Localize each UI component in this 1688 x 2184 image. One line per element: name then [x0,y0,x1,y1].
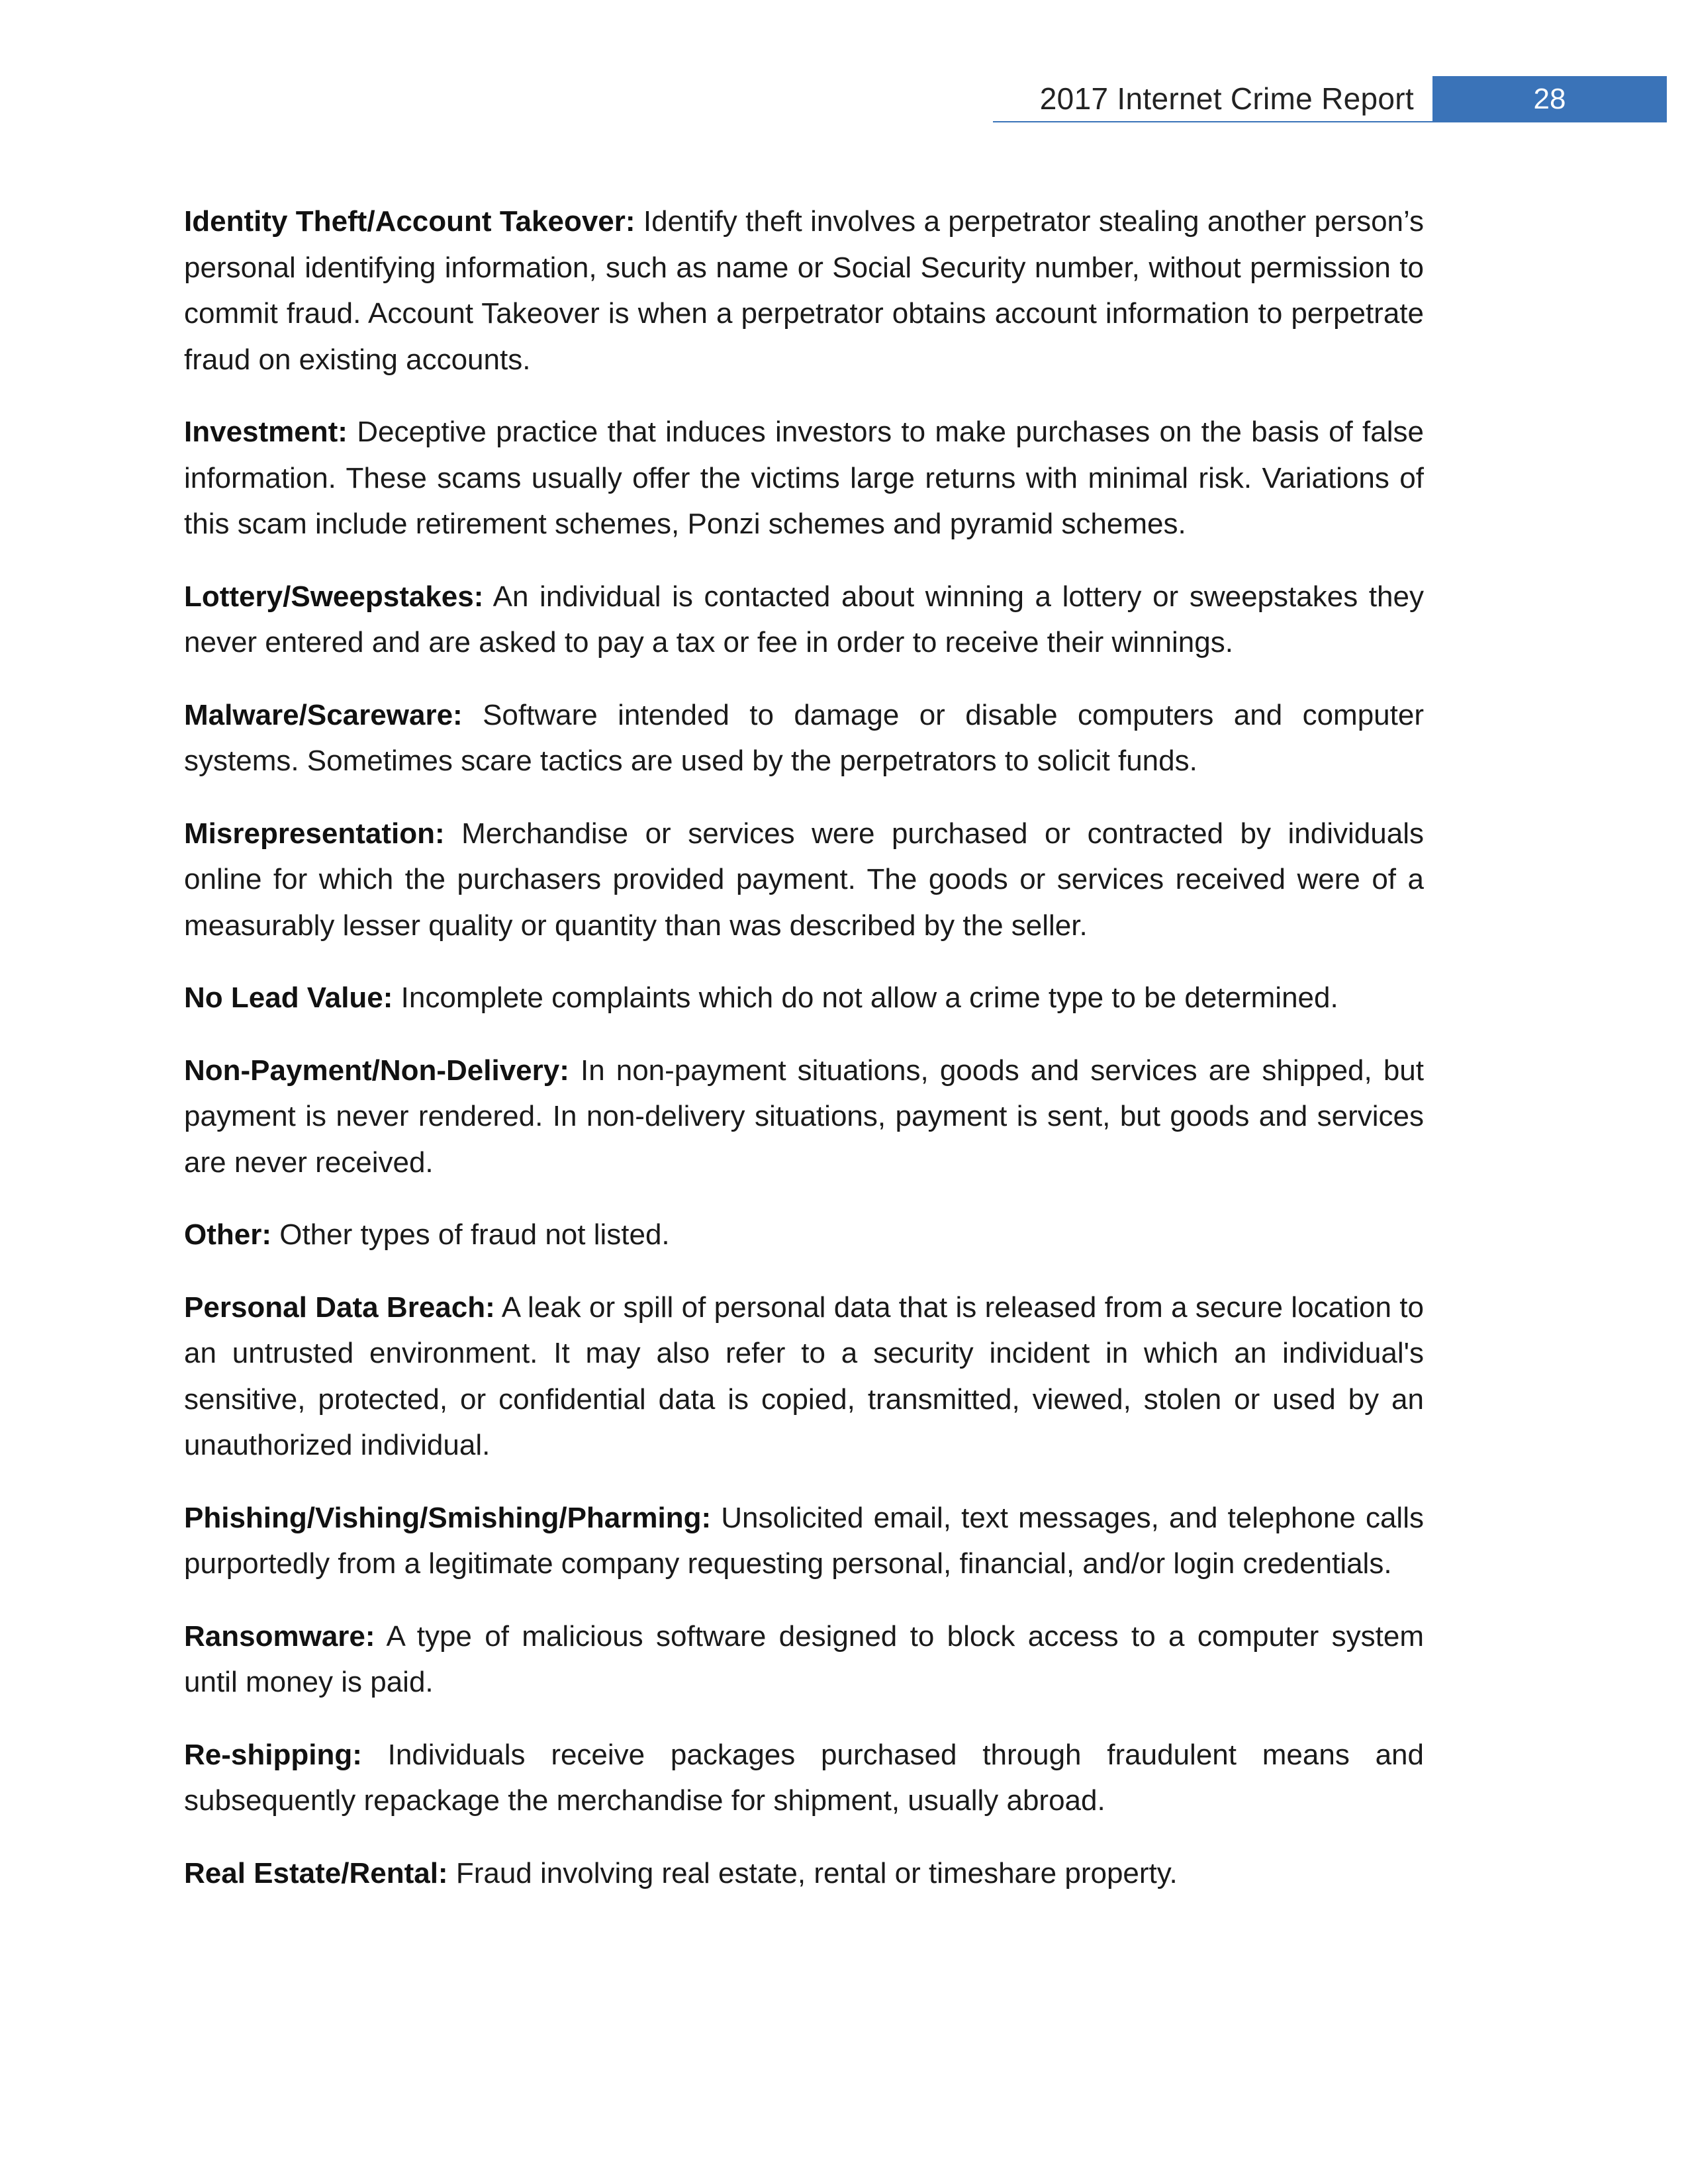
glossary-definition: Software intended to damage or disable computers and computer systems. Sometimes scare tactics are used by the perpetrators to solicit funds. [184,698,1424,777]
glossary-entry-identity-theft [184,199,1424,383]
glossary-term: Investment: [184,416,348,448]
glossary-entry-investment [184,409,1424,547]
glossary-entry-lottery [184,574,1424,666]
glossary-entry-misrepresentation [184,811,1424,949]
glossary-definition: A type of malicious software designed to block access to a computer system until money is paid. [184,1619,1424,1698]
glossary-term: Other: [184,1218,271,1251]
glossary-entry-no-lead-value [184,975,1424,1021]
glossary-term: Ransomware: [184,1619,375,1653]
glossary-entry-other [184,1212,1424,1258]
glossary-entry-malware [184,692,1424,784]
glossary-term: Re-shipping: [184,1738,362,1771]
glossary-term: No Lead Value: [184,981,393,1014]
glossary-term: Identity Theft/Account Takeover: [184,205,635,238]
glossary-definition: Other types of fraud not listed. [279,1218,670,1251]
glossary-term: Malware/Scareware: [184,698,463,731]
glossary-term: Lottery/Sweepstakes: [184,580,484,613]
glossary-entry-real-estate [184,1850,1424,1897]
glossary-entry-ransomware [184,1614,1424,1706]
page-header [993,76,1667,122]
glossary-entry-non-payment [184,1048,1424,1186]
glossary-entry-personal-data-breach [184,1285,1424,1469]
glossary-term: Non-Payment/Non-Delivery: [184,1054,569,1087]
glossary-definition: Merchandise or services were purchased or contracted by individuals online for which the purchasers provided payment. The goods or services received were of a measurably lesser quality or quantity than was described by the seller. [184,817,1424,942]
glossary-definition: Identify theft involves a perpetrator stealing another person’s personal identifying information, such as name or Social Security number, without permission to commit fraud. Account Takeover is when a perpetrator obtains account information to perpetrate fraud on existing accounts. [184,205,1424,376]
glossary-term: Phishing/Vishing/Smishing/Pharming: [184,1501,712,1534]
glossary-definition: An individual is contacted about winning a lottery or sweepstakes they never entered and are asked to pay a tax or fee in order to receive their winnings. [184,580,1424,659]
glossary-list [184,199,1424,1923]
glossary-term: Misrepresentation: [184,817,445,850]
glossary-term: Real Estate/Rental: [184,1856,448,1889]
page-number: 28 [1432,76,1667,122]
glossary-entry-phishing [184,1495,1424,1587]
glossary-definition: A leak or spill of personal data that is released from a secure location to an untrusted environment. It may also refer to a security incident in which an individual's sensitive, protected, or confidential data is copied, transmitted, viewed, stolen or used by an unauthorized individual. [184,1291,1424,1461]
glossary-entry-re-shipping [184,1732,1424,1824]
report-title: 2017 Internet Crime Report [993,76,1432,122]
glossary-term: Personal Data Breach: [184,1291,495,1324]
glossary-definition: Individuals receive packages purchased through fraudulent means and subsequently repackage the merchandise for shipment, usually abroad. [184,1738,1424,1817]
glossary-definition: Incomplete complaints which do not allow a crime type to be determined. [400,981,1338,1014]
glossary-definition: Unsolicited email, text messages, and telephone calls purportedly from a legitimate company requesting personal, financial, and/or login credentials. [184,1501,1424,1580]
glossary-definition: Fraud involving real estate, rental or timeshare property. [455,1856,1178,1889]
glossary-definition: In non-payment situations, goods and services are shipped, but payment is never rendered. In non-delivery situations, payment is sent, but goods and services are never received. [184,1054,1424,1179]
glossary-definition: Deceptive practice that induces investors to make purchases on the basis of false information. These scams usually offer the victims large returns with minimal risk. Variations of this scam include retirement schemes, Ponzi schemes and pyramid schemes. [184,416,1424,540]
